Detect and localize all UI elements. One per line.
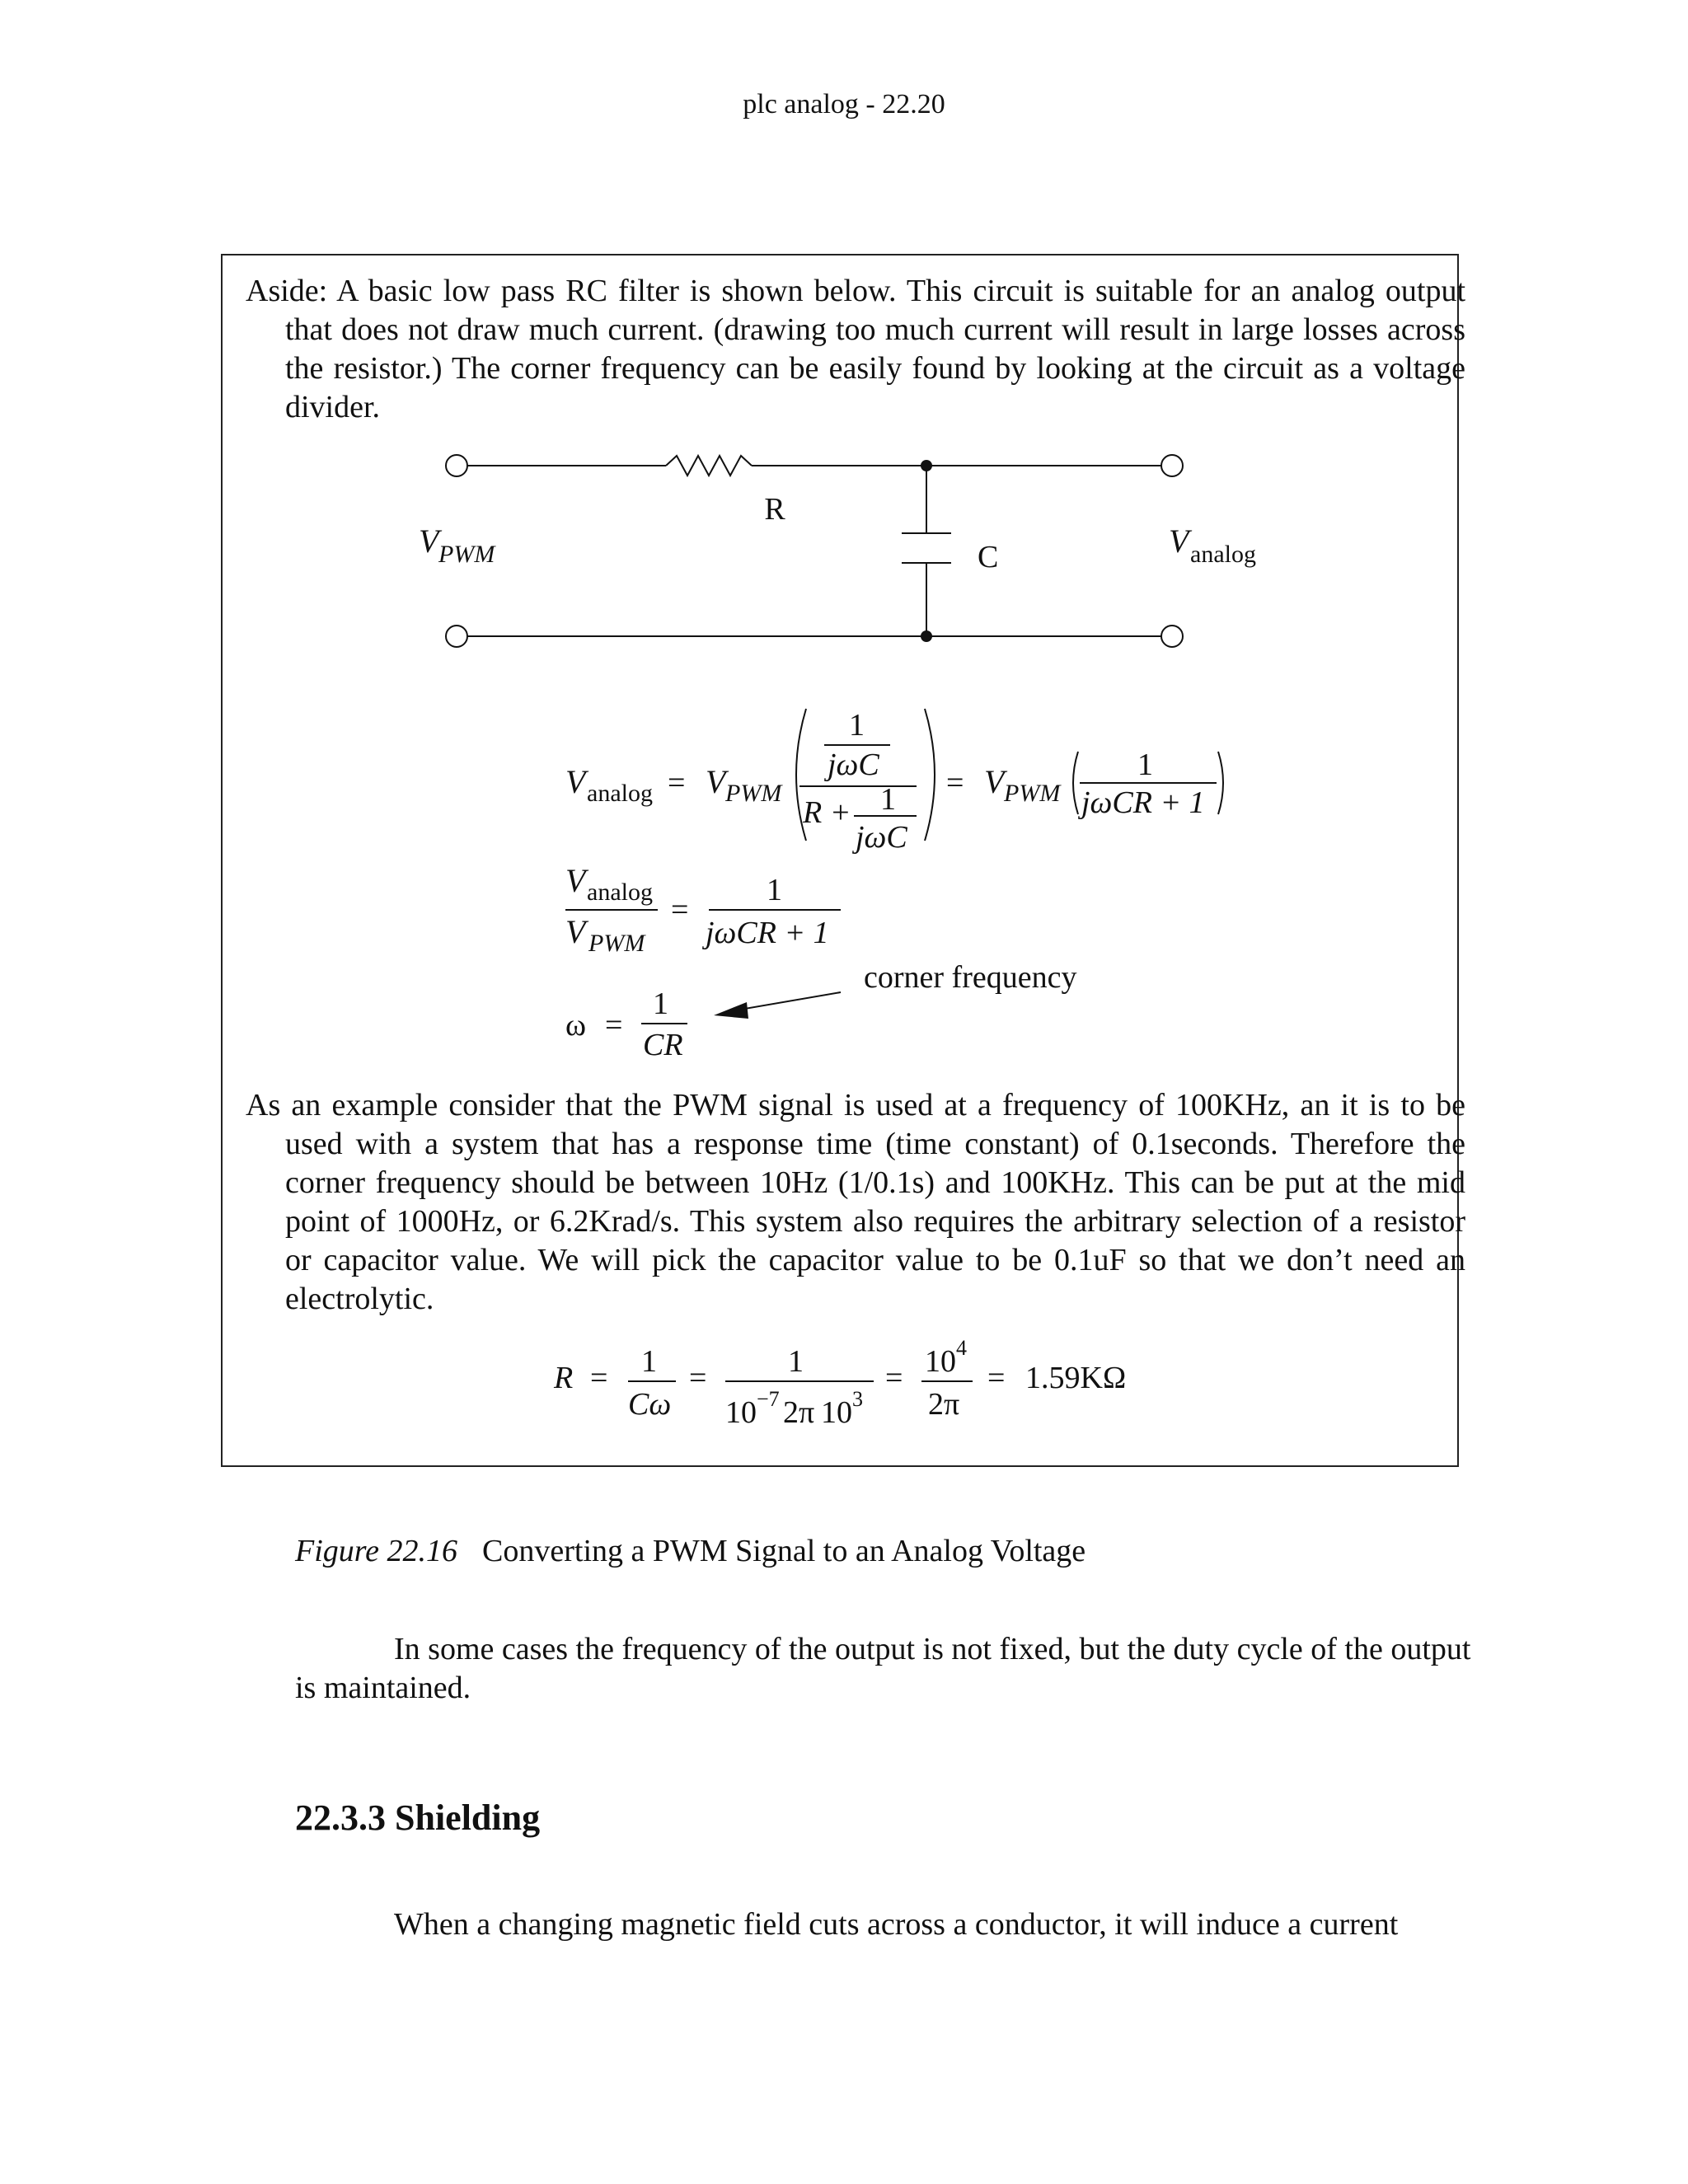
eq2-v-pwm: V: [565, 913, 586, 950]
figure-caption: [295, 1533, 1085, 1569]
calc-f2-den-exp: −7: [757, 1387, 780, 1411]
input-terminal-bottom: [446, 626, 467, 647]
eq3-omega: ω: [565, 1008, 587, 1043]
resistor-calculation: [0, 1335, 1688, 1451]
calc-r: R: [554, 1361, 574, 1395]
eq3-num: 1: [653, 987, 668, 1021]
eq1-jwc: jωC: [828, 748, 879, 782]
calc-eq3: =: [885, 1361, 903, 1395]
eq2-v: V: [565, 862, 586, 899]
eq2-equals: =: [671, 893, 689, 927]
eq1b-den: jωCR + 1: [1081, 785, 1205, 820]
transfer-function-equations: [0, 692, 1688, 1088]
output-terminal-bottom: [1161, 626, 1183, 647]
calc-f1-num: 1: [641, 1344, 657, 1379]
calc-f3-num-base: 10: [925, 1344, 956, 1379]
output-terminal-top: [1161, 455, 1183, 476]
eq1-den-jwc: jωC: [856, 820, 907, 855]
eq1-v: V: [565, 763, 586, 800]
calc-eq4: =: [987, 1361, 1006, 1395]
running-header: plc analog - 22.20: [743, 89, 945, 120]
resistor-label: R: [764, 492, 785, 527]
corner-frequency-arrow-head: [714, 1002, 748, 1019]
input-voltage-subscript: PWM: [438, 541, 495, 568]
figure-label: Figure 22.16: [295, 1534, 458, 1568]
eq2-den: jωCR + 1: [706, 916, 829, 950]
aside-example: As an example consider that the PWM signal is used at a frequency of 100KHz, an it is to be used with a system that has a response time (time constant) of 0.1seconds. Therefore the corner frequency should be between 10Hz (1/0.1s) and 100KHz. This can be put at the mid point of 1000Hz, or 6.2Krad/s. This system also requires the arbitrary selection of a resistor or capacitor value. We will pick the capacitor value to be 0.1uF so that we don’t need an electrolytic.: [246, 1088, 1465, 1316]
calc-f2-den-base2: 10: [821, 1395, 852, 1430]
eq1b-num: 1: [1137, 748, 1153, 782]
eq1b-paren-right: [1218, 752, 1223, 814]
eq1-v-pwm: V: [706, 763, 726, 800]
eq1-r-plus: R +: [803, 795, 851, 830]
calc-eq1: =: [590, 1361, 608, 1395]
calc-eq2: =: [689, 1361, 707, 1395]
body-paragraph-1: [295, 1630, 1484, 1708]
eq1-paren-right: [925, 709, 935, 841]
eq1-den-one: 1: [880, 782, 896, 817]
capacitor-label: C: [978, 540, 999, 574]
calc-f2-num: 1: [788, 1344, 804, 1379]
rc-filter-circuit: [221, 429, 1459, 676]
junction-top: [921, 460, 932, 471]
eq1-analog: analog: [587, 780, 653, 807]
calc-result: 1.59KΩ: [1025, 1361, 1127, 1395]
body-paragraph-2-text: When a changing magnetic field cuts across a conductor, it will induce a current: [394, 1907, 1399, 1942]
output-voltage-label: V: [1169, 523, 1189, 560]
eq1-v-pwm-2: V: [984, 763, 1005, 800]
section-heading: 22.3.3 Shielding: [295, 1797, 541, 1838]
corner-frequency-label: corner frequency: [864, 960, 1077, 995]
eq1-equals-2: =: [946, 766, 964, 800]
calc-f3-num-exp: 4: [956, 1336, 967, 1360]
body-paragraph-2: [295, 1905, 1484, 1944]
eq2-analog: analog: [587, 879, 653, 906]
body-paragraph-1-text: In some cases the frequency of the output is not fixed, but the duty cycle of the output is maintained.: [295, 1632, 1471, 1705]
eq1-equals: =: [668, 766, 686, 800]
eq1b-paren-left: [1073, 752, 1078, 814]
eq1-pwm: PWM: [725, 780, 782, 807]
eq1-num-one: 1: [849, 708, 865, 743]
aside-intro: Aside: A basic low pass RC filter is shown below. This circuit is suitable for an analog output that does not draw much current. (drawing too much current will result in large losses across the resistor.) The corner frequency can be easily found by looking at the circuit as a voltage divider.: [246, 274, 1465, 424]
figure-title: Converting a PWM Signal to an Analog Voltage: [482, 1534, 1086, 1568]
calc-f2-den-base: 10: [725, 1395, 757, 1430]
eq3-cr: CR: [643, 1028, 683, 1062]
calc-f3-den: 2π: [928, 1387, 960, 1422]
eq2-pwm: PWM: [588, 930, 645, 957]
calc-f1-den: Cω: [628, 1387, 672, 1422]
eq1-pwm-2: PWM: [1004, 780, 1061, 807]
calc-f2-den-exp2: 3: [852, 1387, 863, 1411]
resistor: [666, 456, 752, 476]
output-voltage-subscript: analog: [1190, 541, 1256, 568]
eq3-equals: =: [605, 1008, 623, 1043]
junction-bottom: [921, 630, 932, 642]
input-terminal-top: [446, 455, 467, 476]
input-voltage-label: V: [419, 523, 439, 560]
eq2-num: 1: [767, 873, 782, 907]
calc-f2-den-2pi: 2π: [783, 1395, 815, 1430]
